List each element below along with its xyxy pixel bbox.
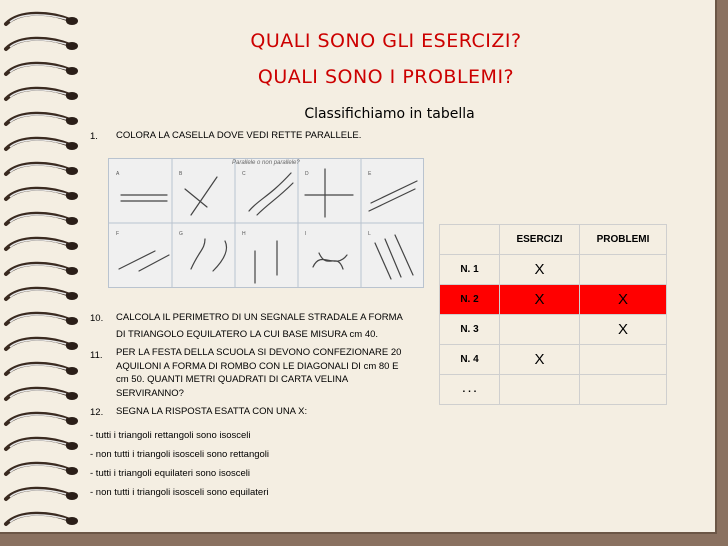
- cell-esercizi[interactable]: X: [500, 255, 580, 285]
- figure-label-h: H: [242, 231, 246, 237]
- cell-problemi[interactable]: [580, 345, 667, 375]
- table-row: [440, 345, 667, 375]
- figure-label-g: G: [179, 231, 183, 237]
- cell-problemi[interactable]: X: [580, 285, 667, 315]
- item-line: PER LA FESTA DELLA SCUOLA SI DEVONO CONFEZIONARE 20: [116, 347, 402, 358]
- item-line: SERVIRANNO?: [116, 387, 184, 399]
- table-header-row: [440, 225, 667, 255]
- item-text: [116, 309, 403, 343]
- option-2: - non tutti i triangoli isosceli sono rettangoli: [90, 449, 270, 460]
- title-exercises: QUALI SONO GLI ESERCIZI?: [250, 30, 522, 52]
- figure-label-c: C: [242, 171, 246, 177]
- table-row-highlighted: [440, 285, 667, 315]
- figure-caption: Parallele o non parallele?: [232, 160, 300, 166]
- row-label: N. 4: [440, 345, 500, 375]
- header-esercizi: ESERCIZI: [500, 225, 580, 255]
- parallel-lines-figure: [108, 158, 424, 288]
- figure-label-i: I: [305, 231, 307, 237]
- item-number: 10.: [90, 313, 104, 324]
- item-line: COLORA LA CASELLA DOVE VEDI RETTE PARALLELE.: [116, 130, 362, 141]
- item-number: 11.: [90, 350, 103, 361]
- figure-label-l: L: [368, 231, 371, 237]
- classification-table: [439, 224, 667, 405]
- table-row: [440, 255, 667, 285]
- header-problemi: PROBLEMI: [580, 225, 667, 255]
- item-line: SEGNA LA RISPOSTA ESATTA CON UNA X:: [116, 406, 308, 417]
- option-3: - tutti i triangoli equilateri sono isosceli: [90, 468, 250, 479]
- row-label: N. 1: [440, 255, 500, 285]
- option-4: - non tutti i triangoli isosceli sono equilateri: [90, 487, 269, 498]
- figure-label-a: A: [116, 171, 120, 177]
- option-1: - tutti i triangoli rettangoli sono isosceli: [90, 430, 251, 441]
- table-row: [440, 315, 667, 345]
- item-text: [116, 127, 361, 144]
- cell-problemi[interactable]: [580, 255, 667, 285]
- item-text: [116, 346, 401, 400]
- title-problems: QUALI SONO I PROBLEMI?: [257, 66, 515, 88]
- row-label: N. 3: [440, 315, 500, 345]
- row-label: . . .: [440, 375, 500, 405]
- item-line: cm 50. QUANTI METRI QUADRATI DI CARTA VELINA: [116, 374, 349, 385]
- item-number: 12.: [90, 407, 104, 418]
- item-line: DI TRIANGOLO EQUILATERO LA CUI BASE MISURA cm 40.: [116, 329, 379, 340]
- cell-problemi[interactable]: [580, 375, 667, 405]
- table-row: [440, 375, 667, 405]
- table-header-corner: [440, 225, 500, 255]
- figure-drawing: [109, 159, 423, 287]
- figure-label-b: B: [179, 171, 183, 177]
- cell-esercizi[interactable]: [500, 375, 580, 405]
- figure-label-e: E: [368, 171, 372, 177]
- item-number: 1.: [90, 131, 98, 142]
- item-text: [116, 403, 307, 420]
- cell-esercizi[interactable]: X: [500, 345, 580, 375]
- item-line: AQUILONI A FORMA DI ROMBO CON LE DIAGONALI DI cm 80 E: [116, 360, 399, 372]
- item-line: CALCOLA IL PERIMETRO DI UN SEGNALE STRADALE A FORMA: [116, 312, 403, 323]
- row-label: N. 2: [440, 285, 500, 315]
- cell-esercizi[interactable]: [500, 315, 580, 345]
- cell-problemi[interactable]: X: [580, 315, 667, 345]
- cell-esercizi[interactable]: X: [500, 285, 580, 315]
- spiral-binding: [0, 0, 90, 532]
- subtitle: Classifichiamo in tabella: [304, 106, 475, 122]
- figure-label-f: F: [116, 231, 120, 237]
- figure-label-d: D: [305, 171, 309, 177]
